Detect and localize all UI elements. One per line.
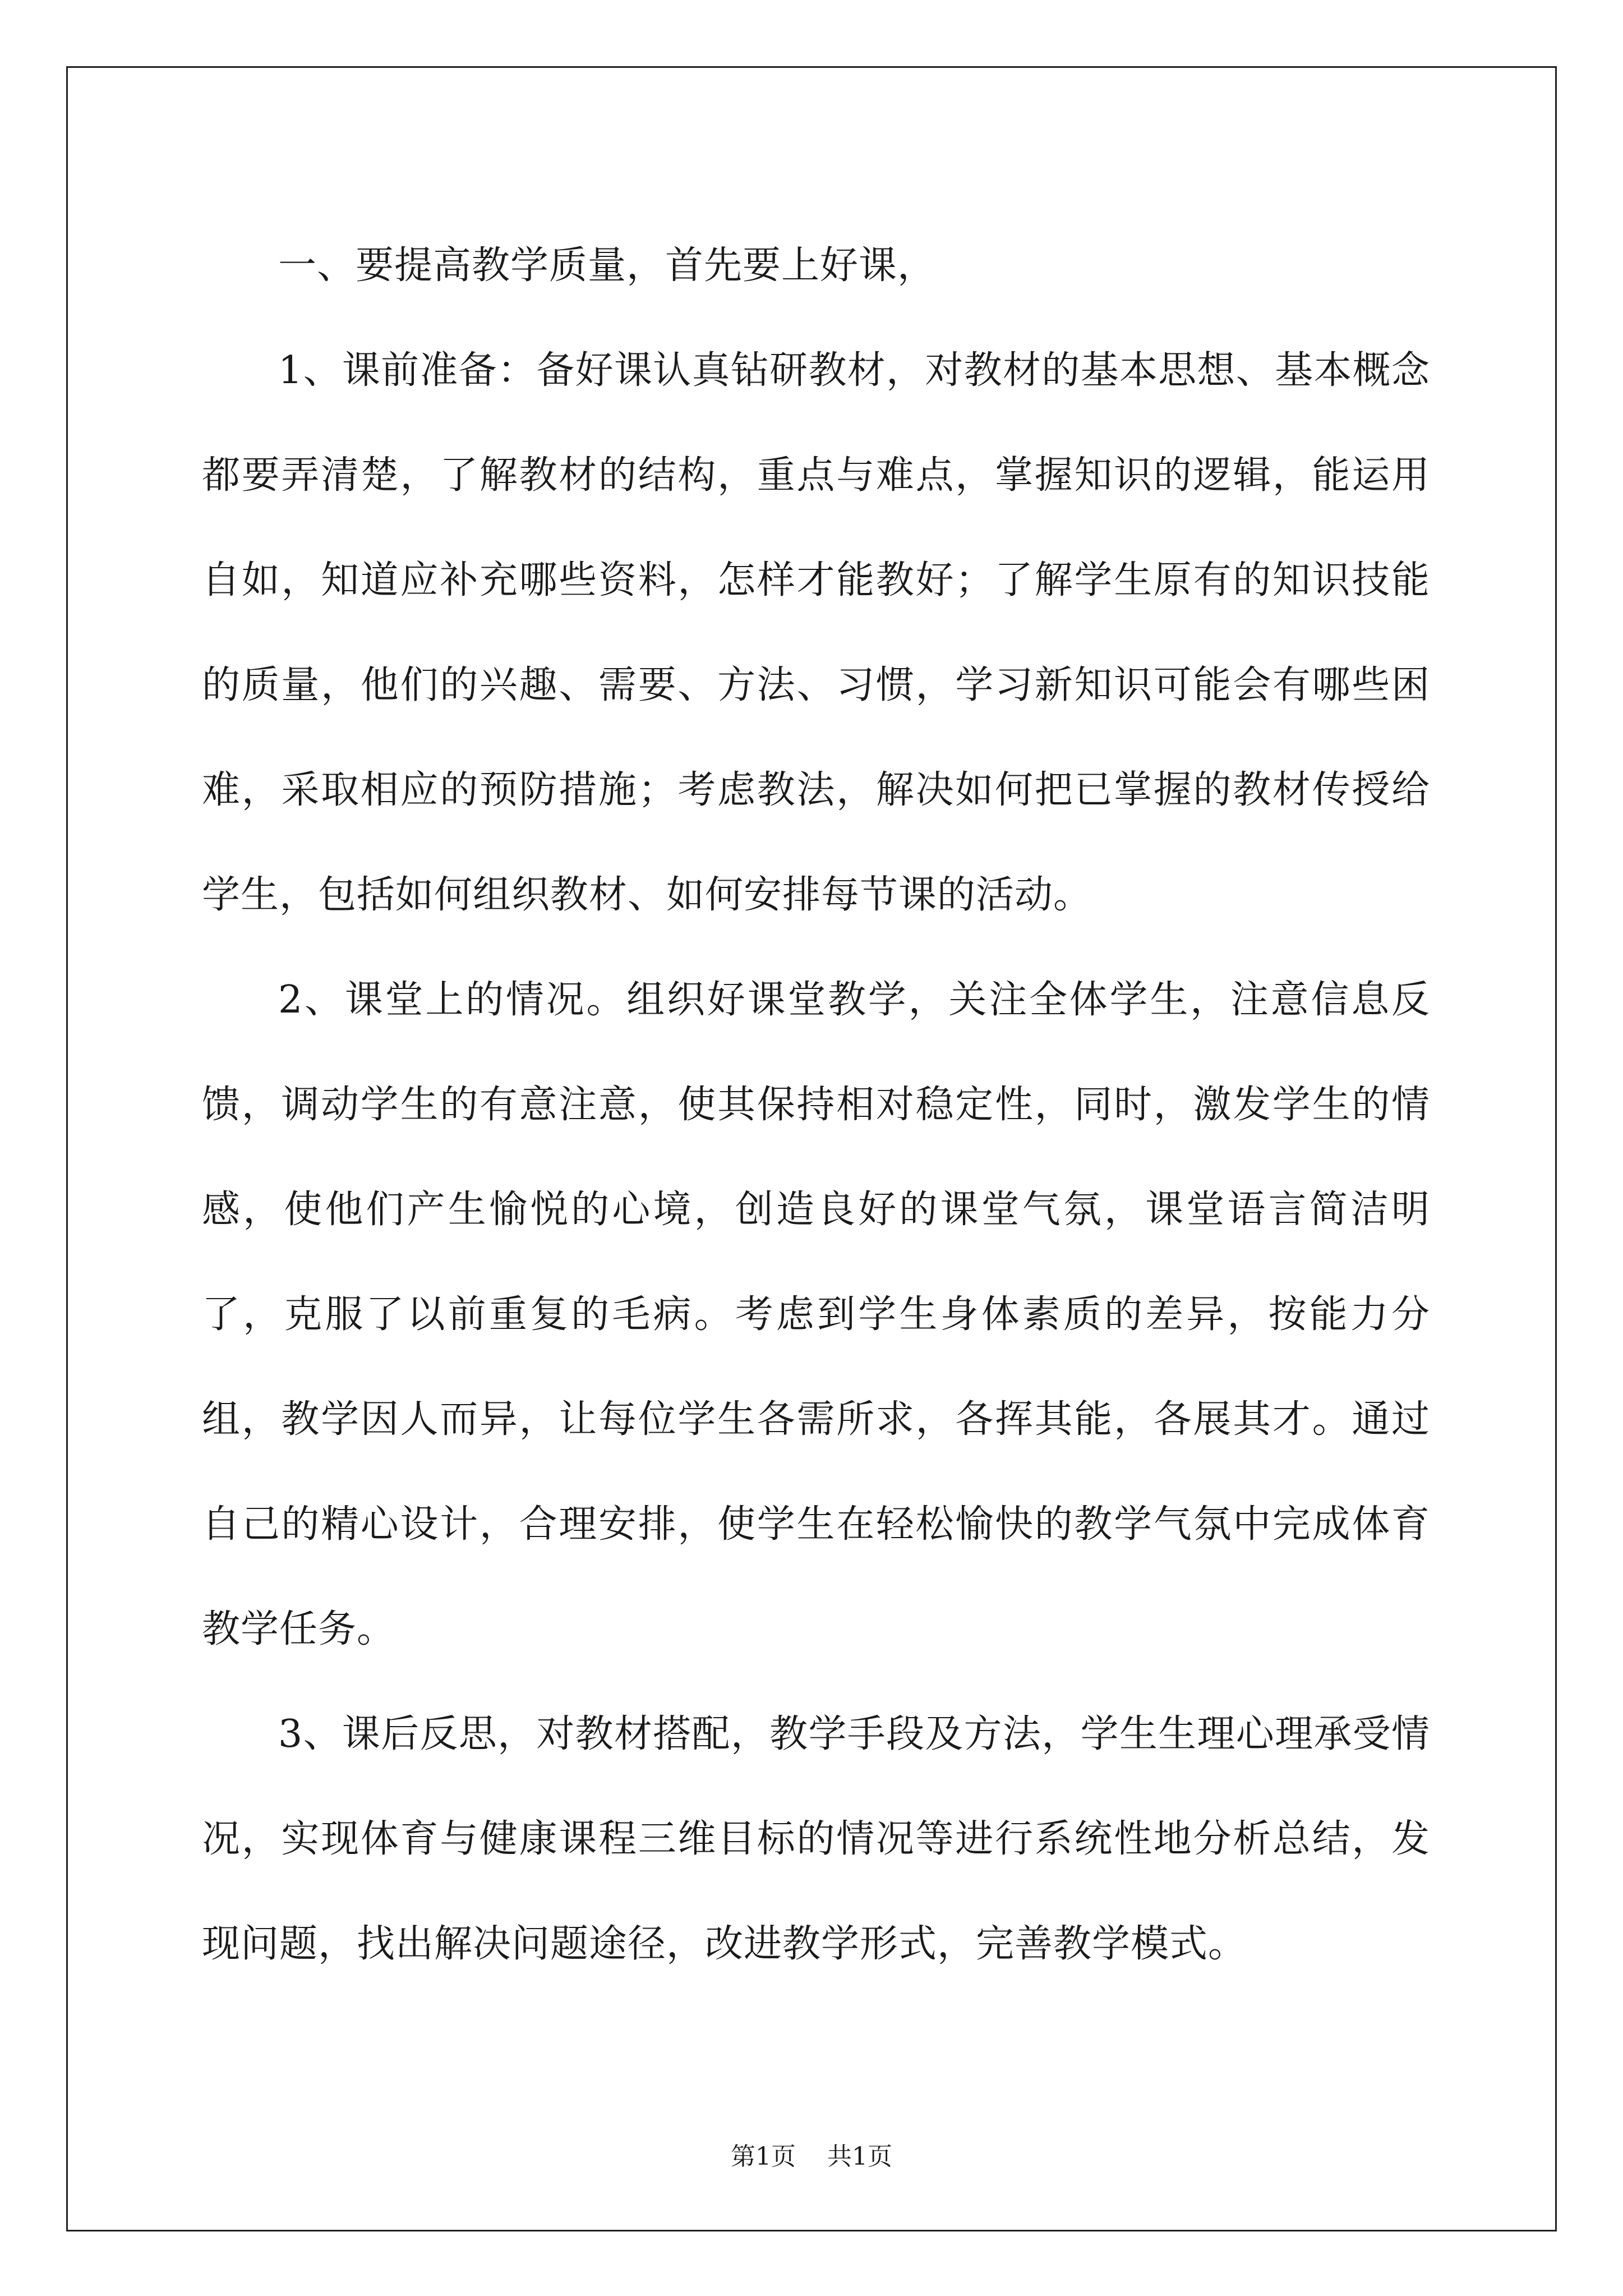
page-footer	[0, 2136, 1623, 2172]
paragraph-heading: 一、要提高教学质量，首先要上好课，	[278, 243, 937, 288]
page-number-total: 共1页	[827, 2142, 892, 2171]
paragraph-in-class: 2、课堂上的情况。组织好课堂教学，关注全体学生，注意信息反馈，调动学生的有意注意，使其保持相对稳定性，同时，激发学生的情感，使他们产生愉悦的心境，创造良好的课堂气氛，课堂语言简洁明了，克服了以前重复的毛病。考虑到学生身体素质的差异，按能力分组，教学因人而异，让每位学生各需所求，各挥其能，各展其才。通过自己的精心设计，合理安排，使学生在轻松愉快的教学气氛中完成体育教学任务。	[202, 978, 1430, 1651]
document-body	[202, 213, 1430, 1996]
paragraph-pre-class-preparation: 1、课前准备：备好课认真钻研教材，对教材的基本思想、基本概念都要弄清楚，了解教材的结构，重点与难点，掌握知识的逻辑，能运用自如，知道应补充哪些资料，怎样才能教好；了解学生原有的知识技能的质量，他们的兴趣、需要、方法、习惯，学习新知识可能会有哪些困难，采取相应的预防措施；考虑教法，解决如何把已掌握的教材传授给学生，包括如何组织教材、如何安排每节课的活动。	[202, 348, 1430, 917]
paragraph-post-class-reflection: 3、课后反思，对教材搭配，教学手段及方法，学生生理心理承受情况，实现体育与健康课程三维目标的情况等进行系统性地分析总结，发现问题，找出解决问题途径，改进教学形式，完善教学模式。	[202, 1712, 1430, 1966]
page-number-current: 第1页	[731, 2142, 796, 2171]
